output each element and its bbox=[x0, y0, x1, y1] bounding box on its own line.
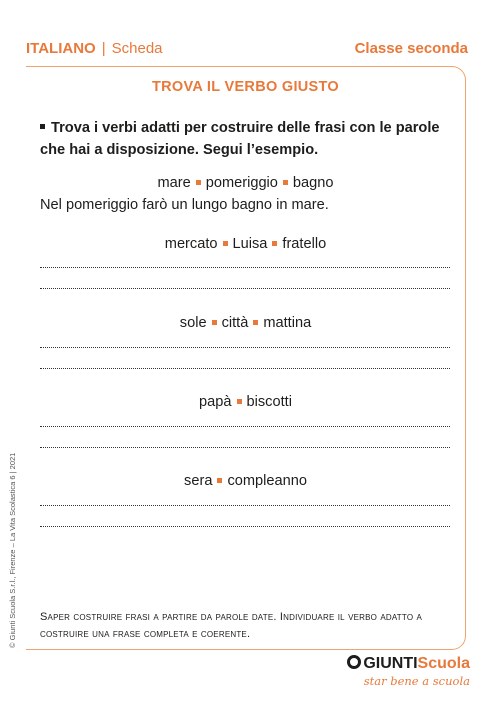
square-bullet-icon bbox=[217, 478, 222, 483]
logo-brand-suffix: Scuola bbox=[417, 655, 470, 672]
header-separator: | bbox=[101, 40, 106, 57]
instruction-content: Trova i verbi adatti per costruire delle frasi con le parole che hai a disposizione. Segui l’esempio. bbox=[40, 120, 440, 158]
square-bullet-icon bbox=[283, 180, 288, 185]
word: pomeriggio bbox=[205, 175, 278, 191]
logo-wordmark bbox=[347, 655, 470, 673]
answer-line[interactable] bbox=[40, 288, 450, 289]
giunti-g-icon bbox=[347, 655, 361, 669]
word: papà bbox=[199, 394, 232, 410]
square-bullet-icon bbox=[196, 180, 201, 185]
answer-line[interactable] bbox=[40, 426, 450, 427]
grade-label: Classe seconda bbox=[354, 40, 468, 57]
copyright-notice: © Giunti Scuola S.r.l., Firenze – La Vita Scolastica 6 | 2021 bbox=[8, 452, 17, 648]
word: compleanno bbox=[227, 473, 307, 489]
exercise-words-1 bbox=[26, 236, 465, 252]
answer-line[interactable] bbox=[40, 267, 450, 268]
worksheet-card bbox=[26, 66, 466, 650]
word: Luisa bbox=[232, 236, 268, 252]
word: biscotti bbox=[246, 394, 292, 410]
word: città bbox=[221, 315, 249, 331]
square-bullet-icon bbox=[237, 399, 242, 404]
exercise-words-2 bbox=[26, 315, 465, 331]
instruction-text bbox=[40, 117, 451, 161]
square-bullet-icon bbox=[253, 320, 258, 325]
word: mare bbox=[157, 175, 191, 191]
giunti-scuola-logo bbox=[320, 655, 470, 695]
word: mattina bbox=[263, 315, 312, 331]
word: sole bbox=[179, 315, 207, 331]
answer-line[interactable] bbox=[40, 447, 450, 448]
word: bagno bbox=[292, 175, 334, 191]
square-bullet-icon bbox=[212, 320, 217, 325]
subject-label: ITALIANO bbox=[26, 40, 96, 57]
answer-line[interactable] bbox=[40, 368, 450, 369]
learning-objectives: Saper costruire frasi a partire da parole date. Individuare il verbo adatto a costruire una frase completa e coerente. bbox=[40, 611, 423, 640]
word: mercato bbox=[164, 236, 218, 252]
answer-line[interactable] bbox=[40, 526, 450, 527]
logo-brand: GIUNTI bbox=[363, 655, 418, 672]
word: fratello bbox=[282, 236, 327, 252]
logo-tagline: star bene a scuola bbox=[363, 674, 470, 688]
page-header bbox=[26, 40, 468, 62]
exercise-words-4 bbox=[26, 473, 465, 489]
answer-line[interactable] bbox=[40, 505, 450, 506]
answer-line[interactable] bbox=[40, 347, 450, 348]
section-label: Scheda bbox=[111, 40, 163, 57]
word: sera bbox=[184, 473, 213, 489]
bullet-icon bbox=[40, 124, 45, 129]
header-left bbox=[26, 40, 163, 57]
exercise-words-3 bbox=[26, 394, 465, 410]
square-bullet-icon bbox=[272, 241, 277, 246]
square-bullet-icon bbox=[223, 241, 228, 246]
example-sentence: Nel pomeriggio farò un lungo bagno in mare. bbox=[40, 197, 329, 213]
worksheet-title: TROVA IL VERBO GIUSTO bbox=[151, 79, 340, 95]
example-words bbox=[26, 175, 465, 191]
